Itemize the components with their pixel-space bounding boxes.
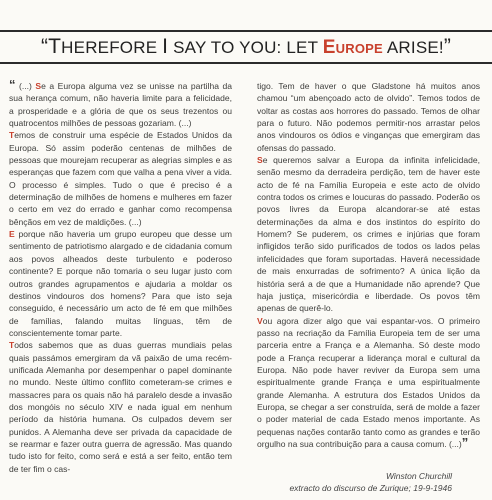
paragraph: tigo. Tem de haver o que Gladstone há muitos anos chamou “um abençoado acto de olvido”. Temos todos de voltar as costas aos horrores do passado. Temos de olhar para o futuro. Não podemos permitir-nos arrastar pelos anos vindouros os ódios e vinganças que emergiram das ofensas do passado.	[257, 81, 480, 153]
attribution-author: Winston Churchill	[385, 471, 452, 481]
paragraph: Vou agora dizer algo que vai espantar-vos. O primeiro passo na recriação da Família Europeia tem de ser uma parceria entre a França e a Alemanha. Só deste modo pode a França recuperar a liderança moral e cultural da Europa. Não pode haver reviver da Europa sem uma espiritualmente grande França e uma espiritualmente grande Alemanha. A estrutura dos Estados Unidos da Europa, se chegar a ser construída, será de molde a fazer o poder material de cada Estado menos importante. As pequenas nações contarão tanto como as grandes e terão orgulho na sua contribuição para a causa comum. (...)”	[257, 315, 480, 450]
drop-letter: T	[9, 130, 15, 141]
paragraph: E porque não haveria um grupo europeu que desse um sentimento de patriotismo alargado e de cidadania comum aos povos alheados deste turbulento e poderoso continente? E porque não tomaria o seu lugar justo com outros grandes agrupamentos e ajudaria a moldar os destinos vindouros dos homens? Para que isto seja conseguido, é necessário um acto de fé em que milhões de famílias, falando muitas línguas, têm de conscientemente tomar parte.	[9, 229, 232, 338]
drop-letter: S	[35, 81, 42, 91]
page-title: “THEREFORE I SAY TO YOU: LET Europe ARISE!”	[40, 35, 452, 58]
right-column	[257, 80, 480, 450]
paragraph: Se queremos salvar a Europa da infinita infelicidade, senão mesmo da derradeira perdição, tem de haver este acto de fé na Família Europeia e este acto de olvido contra todos os crimes e loucuras do passado. Poderão os povos livres da Europa alcandorar-se até estas determinações da alma e dos instintos do espírito do Homem? Se puderem, os crimes e injúrias que foram infligidos terão sido purificados de todos os lados pelas infelicidades que foram suportadas. Haverá necessidade de mais enxurradas de sofrimento? A única lição da história será a de que a Humanidade não aprende? Que haja justiça, misericórdia e liberdade. Os povos têm apenas de querê-lo.	[257, 155, 480, 314]
drop-letter: E	[9, 229, 15, 240]
attribution-source: extracto do discurso de Zurique; 19-9-1946	[289, 483, 452, 494]
paragraph: Todos sabemos que as duas guerras mundiais pelas quais passámos emergiram da vã paixão de uma recém-unificada Alemanha por desempenhar o papel dominante no mundo. Neste último conflito cometeram-se crimes e massacres para os quais não há paralelo desde a invasão dos mongóis no século XIV e nada igual em nenhum período da história humana. Os culpados devem ser punidos. A Alemanha deve ser privada da capacidade de se rearmar e fazer outra guerra de agressão. Mas quando tudo isto for feito, como será e está a ser feito, então tem de ter fim o cas-	[9, 340, 232, 474]
paragraph: Temos de construir uma espécie de Estados Unidos da Europa. Só assim poderão centenas de milhões de pessoas que mourejam recuperar as alegrias simples e as esperanças que fazem com que valha a pena viver a vida. O processo é simples. Tudo o que é preciso é a determinação de milhões de homens e mulheres em fazer o certo em vez do errado e ganhar como recompensa bênçãos em vez de maldições. (...)	[9, 130, 232, 227]
open-quote-mark: “	[9, 77, 16, 92]
title-highlight-europe: Europe	[322, 37, 383, 58]
paragraph: “ (...) Se a Europa alguma vez se unisse na partilha da sua herança comum, não haveria limite para a felicidade, a prosperidade e a glória de que os seus trezentos ou quatrocentos milhões de pessoas gozariam. (...)	[9, 77, 232, 129]
drop-letter: V	[257, 315, 263, 326]
drop-letter: S	[257, 155, 263, 166]
title-bar	[0, 30, 492, 64]
attribution	[289, 470, 452, 495]
drop-letter: T	[9, 340, 15, 351]
left-column	[9, 77, 232, 475]
close-quote-mark: ”	[461, 434, 469, 450]
